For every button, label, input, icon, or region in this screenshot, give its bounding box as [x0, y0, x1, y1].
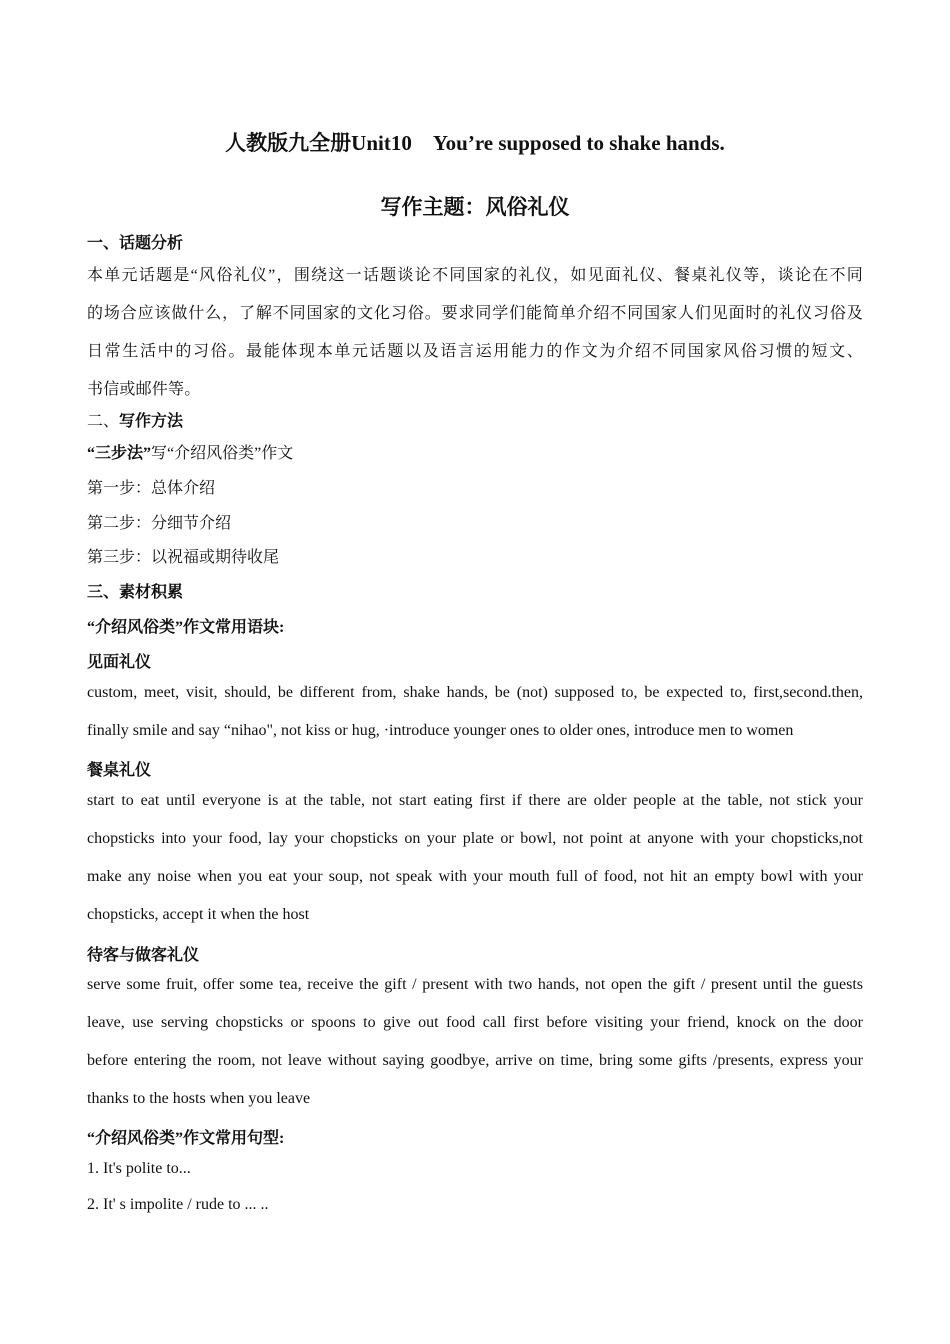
- method-line: [87, 440, 293, 463]
- meeting-heading: 见面礼仪: [87, 654, 152, 671]
- section1-line: 的场合应该做什么，了解不同国家的文化习俗。要求同学们能简单介绍不同国家人们见面时的礼仪习俗及: [87, 305, 863, 322]
- guest-line: before entering the room, not leave without saying goodbye, arrive on time, bring some gifts /presents, express your: [87, 1052, 863, 1069]
- section1-line: 本单元话题是“风俗礼仪”，围绕这一话题谈论不同国家的礼仪，如见面礼仪、餐桌礼仪等，谈论在不同: [87, 267, 863, 284]
- section1-line: 书信或邮件等。: [87, 381, 201, 398]
- table-line: make any noise when you eat your soup, not speak with your mouth full of food, not hit an empty bowl with your: [87, 868, 863, 885]
- section2-heading-text: 写作方法: [119, 413, 184, 430]
- guest-heading: 待客与做客礼仪: [87, 947, 200, 964]
- sentence-2: 2. It' s impolite / rude to ... ..: [87, 1196, 269, 1213]
- table-heading: 餐桌礼仪: [87, 762, 152, 779]
- section2-heading-number: 二、: [87, 413, 120, 430]
- section1-line: 日常生活中的习俗。最能体现本单元话题以及语言运用能力的作文为介绍不同国家风俗习惯的短文、: [87, 343, 863, 360]
- document-title: 人教版九全册Unit10 You’re supposed to shake hands.: [225, 131, 725, 155]
- method-bold: “三步法”: [87, 445, 152, 462]
- meeting-line: finally smile and say “nihao", not kiss or hug, ·introduce younger ones to older ones, introduce men to women: [87, 722, 794, 739]
- section3-heading: 三、素材积累: [87, 584, 184, 601]
- step-2: 第二步：分细节介绍: [87, 515, 232, 532]
- table-line: chopsticks into your food, lay your chopsticks on your plate or bowl, not point at anyone with your chopsticks,not: [87, 830, 863, 847]
- phrases-heading: “介绍风俗类”作文常用语块:: [87, 619, 285, 636]
- guest-line: thanks to the hosts when you leave: [87, 1090, 311, 1107]
- guest-line: serve some fruit, offer some tea, receive the gift / present with two hands, not open the gift / present until the guests: [87, 976, 863, 993]
- step-3: 第三步：以祝福或期待收尾: [87, 549, 280, 566]
- sentence-1: 1. It's polite to...: [87, 1160, 191, 1177]
- document-subtitle: 写作主题：风俗礼仪: [380, 195, 570, 219]
- method-rest: 写“介绍风俗类”作文: [151, 445, 294, 462]
- meeting-line: custom, meet, visit, should, be different from, shake hands, be (not) supposed to, be expected to, first,second.then,: [87, 684, 863, 701]
- guest-line: leave, use serving chopsticks or spoons to give out food call first before visiting your friend, knock on the door: [87, 1014, 863, 1031]
- section1-heading: 一、话题分析: [87, 235, 184, 252]
- table-line: start to eat until everyone is at the table, not start eating first if there are older people at the table, not stick your: [87, 792, 863, 809]
- table-line: chopsticks, accept it when the host: [87, 906, 310, 923]
- section2-heading: [87, 408, 183, 431]
- step-1: 第一步：总体介绍: [87, 480, 216, 497]
- sentences-heading: “介绍风俗类”作文常用句型:: [87, 1130, 285, 1147]
